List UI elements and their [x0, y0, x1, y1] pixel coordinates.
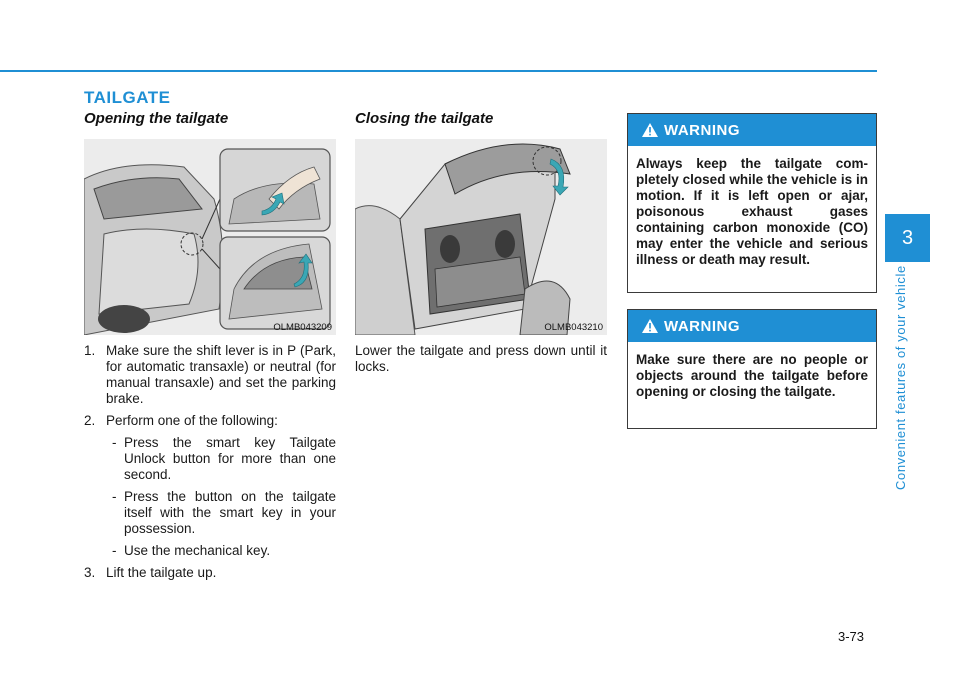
- warning-title: WARNING: [664, 317, 740, 335]
- closing-heading: Closing the tailgate: [355, 110, 494, 127]
- substep-dash: -: [112, 543, 117, 558]
- chapter-tab: 3: [885, 214, 930, 262]
- substep-list: [106, 435, 336, 559]
- substep-item: [112, 435, 336, 483]
- warning-title: WARNING: [664, 121, 740, 139]
- step-text: Make sure the shift lever is in P (Park, for automatic transaxle) or neutral (for manual transaxle) and set the parking brake.: [106, 343, 336, 406]
- substep-item: [112, 489, 336, 537]
- step-item: [84, 565, 336, 581]
- opening-heading: Opening the tailgate: [84, 110, 229, 127]
- opening-section: [84, 110, 336, 587]
- step-number: 1.: [84, 343, 96, 358]
- closing-section: [355, 110, 607, 375]
- substep-text: Use the mechanical key.: [124, 543, 271, 558]
- closing-text: Lower the tailgate and press down until it locks.: [355, 343, 607, 374]
- warning-text: Always keep the tailgate com-pletely closed while the vehicle is in motion. If it is left open or ajar, poisonous exhaust gases containing carbon monoxide (CO) may enter the vehicle and serious illness or death may result.: [636, 156, 868, 267]
- substep-dash: -: [112, 435, 117, 450]
- substep-text: Press the button on the tailgate itself with the smart key in your possession.: [124, 489, 336, 536]
- opening-steps: [84, 343, 336, 581]
- warning-box-1: [627, 113, 877, 293]
- substep-text: Press the smart key Tailgate Unlock button for more than one second.: [124, 435, 336, 482]
- chapter-title: Convenient features of your vehicle: [893, 265, 908, 490]
- opening-figure: [84, 139, 336, 335]
- warning-text: Make sure there are no people or objects around the tailgate before opening or closing the tailgate.: [636, 352, 868, 399]
- warning-header: [628, 114, 876, 146]
- warning-box-2: [627, 309, 877, 429]
- step-text: Perform one of the following:: [106, 413, 278, 428]
- warning-triangle-icon: [642, 319, 658, 333]
- closing-illustration: [355, 139, 607, 335]
- substep-item: [112, 543, 336, 559]
- opening-illustration: [84, 139, 336, 335]
- opening-figure-code: OLMB043209: [273, 322, 332, 333]
- page-number: 3-73: [838, 629, 865, 644]
- step-text: Lift the tailgate up.: [106, 565, 217, 580]
- closing-figure: [355, 139, 607, 335]
- step-number: 2.: [84, 413, 96, 428]
- closing-figure-code: OLMB043210: [544, 322, 603, 333]
- step-item: [84, 343, 336, 407]
- step-item: [84, 413, 336, 559]
- section-title: TAILGATE: [84, 88, 171, 107]
- step-number: 3.: [84, 565, 96, 580]
- warning-triangle-icon: [642, 123, 658, 137]
- header-rule: [0, 70, 877, 72]
- substep-dash: -: [112, 489, 117, 504]
- warning-header: [628, 310, 876, 342]
